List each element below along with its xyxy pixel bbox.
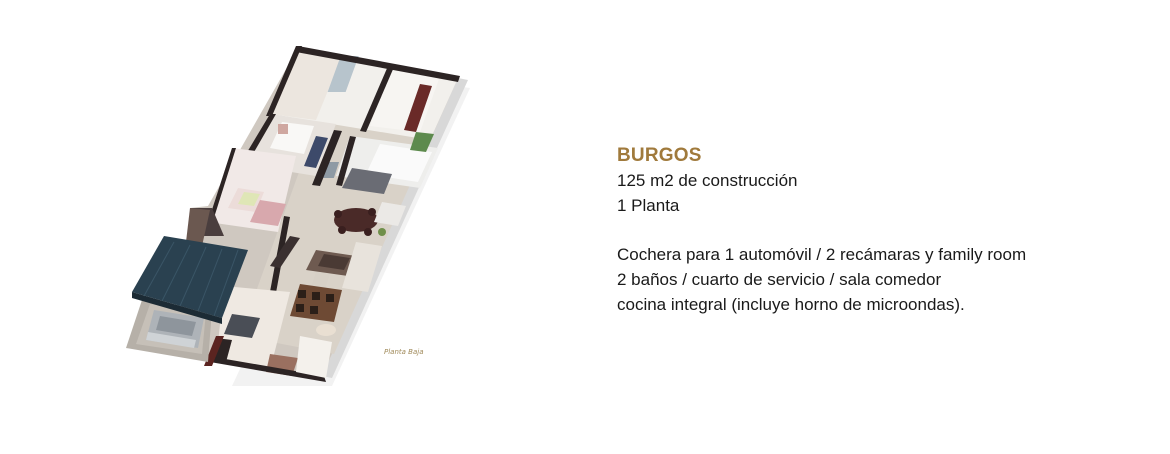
floorplan-illustration [120, 36, 480, 386]
project-name: BURGOS [617, 145, 702, 166]
description-line-3: cocina integral (incluye horno de microondas). [617, 295, 965, 314]
description-line-2: 2 baños / cuarto de servicio / sala comedor [617, 270, 942, 289]
levels-count: 1 Planta [617, 196, 680, 215]
description-line-1: Cochera para 1 automóvil / 2 recámaras y family room [617, 245, 1027, 264]
floorplan-label: Planta Baja [384, 348, 424, 356]
project-info [617, 144, 1157, 317]
floorplan-render [120, 36, 480, 386]
construction-area: 125 m2 de construcción [617, 171, 798, 190]
spacer [617, 218, 1157, 242]
